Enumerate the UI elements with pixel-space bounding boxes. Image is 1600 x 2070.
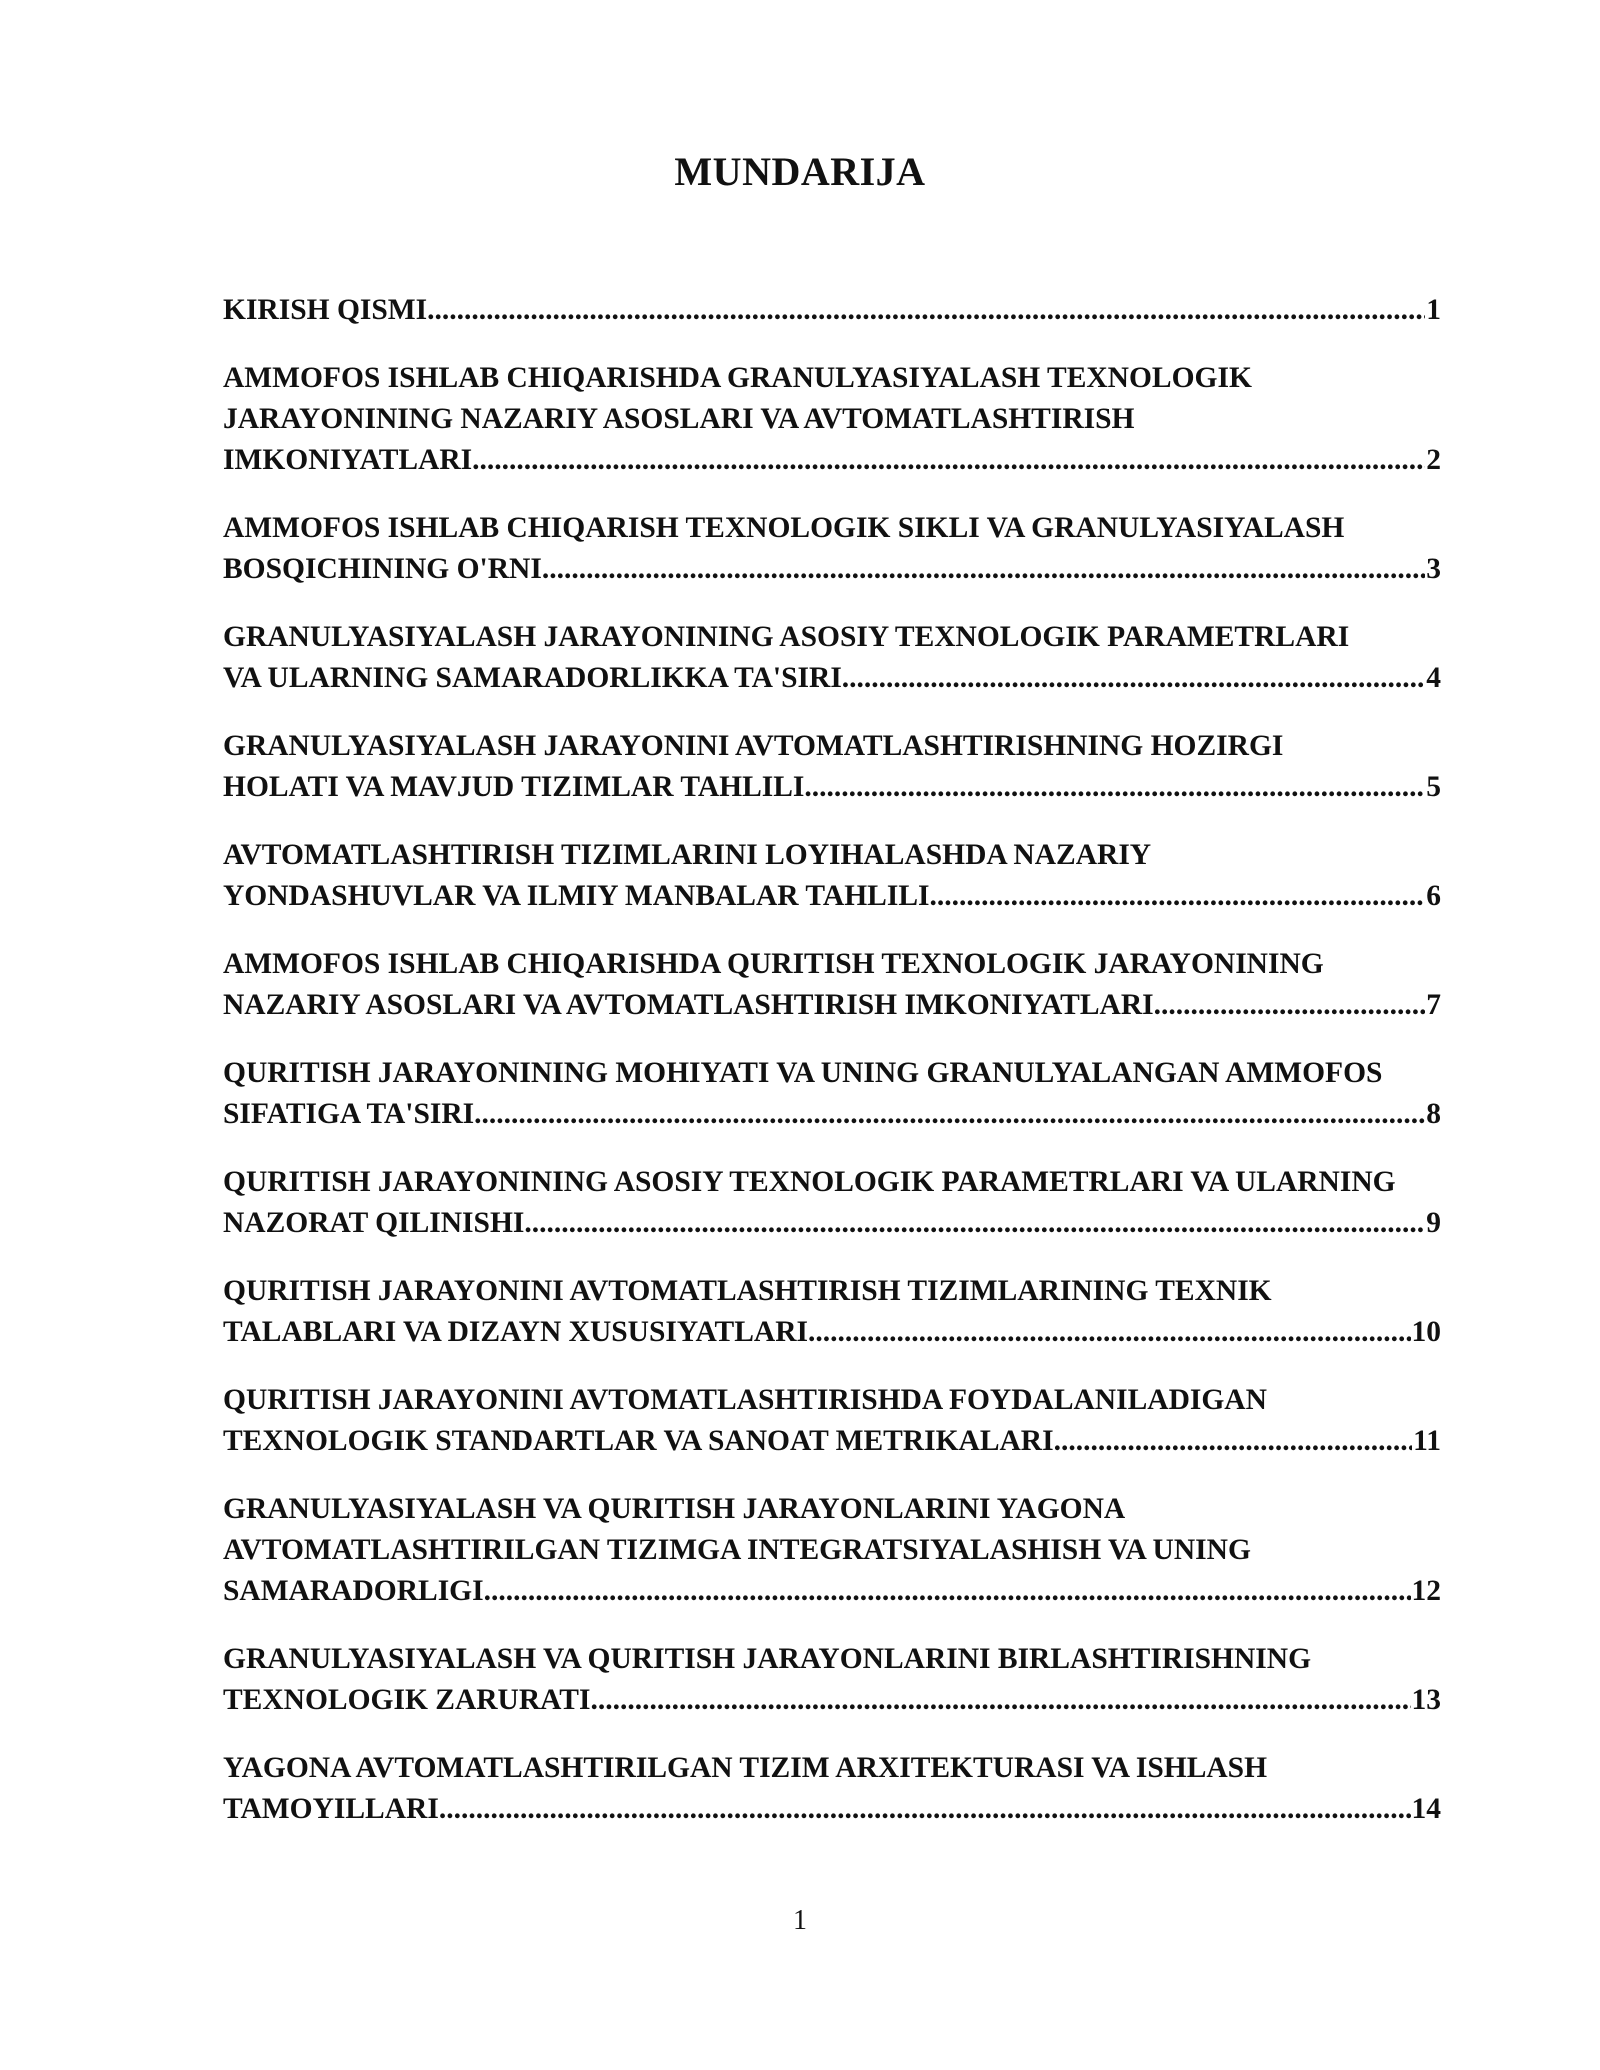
toc-dot-leader	[804, 767, 1425, 808]
toc-page-number: 10	[1411, 1316, 1441, 1348]
toc-dot-leader	[524, 1203, 1425, 1244]
toc-page-number: 6	[1426, 880, 1441, 912]
toc-entry[interactable]	[223, 508, 1443, 590]
toc-entry-text: YONDASHUVLAR VA ILMIY MANBALAR TAHLILI	[223, 880, 930, 912]
toc-page-number: 9	[1426, 1207, 1441, 1239]
toc-entry-leader-line	[223, 1094, 1441, 1135]
toc-entry[interactable]	[223, 617, 1443, 699]
toc-entry-line: QURITISH JARAYONINING ASOSIY TEXNOLOGIK PARAMETRLARI VA ULARNING	[223, 1166, 1396, 1198]
toc-entry[interactable]	[223, 726, 1443, 808]
toc-dot-leader	[808, 1312, 1410, 1353]
toc-entry-text: VA ULARNING SAMARADORLIKKA TA'SIRI	[223, 662, 842, 694]
toc-entry-line: QURITISH JARAYONINING MOHIYATI VA UNING GRANULYALANGAN AMMOFOS	[223, 1057, 1383, 1089]
toc-page-number: 11	[1413, 1425, 1441, 1457]
toc-page-number: 1	[1426, 294, 1441, 326]
toc-entry[interactable]	[223, 1053, 1443, 1135]
toc-entry-leader-line	[223, 1680, 1441, 1721]
page-title: MUNDARIJA	[674, 149, 926, 194]
toc-dot-leader	[542, 549, 1425, 590]
page-number: 1	[793, 1905, 807, 1936]
toc-dot-leader	[474, 1094, 1425, 1135]
toc-entry-line: AMMOFOS ISHLAB CHIQARISH TEXNOLOGIK SIKLI VA GRANULYASIYALASH	[223, 512, 1345, 544]
toc-entry[interactable]	[223, 1380, 1443, 1462]
toc-entry-leader-line	[223, 767, 1441, 808]
toc-entry[interactable]	[223, 290, 1443, 331]
table-of-contents	[223, 290, 1443, 1857]
toc-entry[interactable]	[223, 1271, 1443, 1353]
toc-entry-line: GRANULYASIYALASH JARAYONINING ASOSIY TEXNOLOGIK PARAMETRLARI	[223, 621, 1350, 653]
toc-entry-leader-line	[223, 658, 1441, 699]
toc-entry-text: IMKONIYATLARI	[223, 444, 473, 476]
toc-entry-leader-line	[223, 1312, 1441, 1353]
toc-entry-leader-line	[223, 876, 1441, 917]
toc-entry-text: TALABLARI VA DIZAYN XUSUSIYATLARI	[223, 1316, 809, 1348]
toc-entry-text: KIRISH QISMI	[223, 294, 428, 326]
toc-entry[interactable]	[223, 358, 1443, 481]
toc-entry-text: SAMARADORLIGI	[223, 1575, 484, 1607]
toc-dot-leader	[590, 1680, 1410, 1721]
toc-entry-text: SIFATIGA TA'SIRI	[223, 1098, 475, 1130]
toc-entry-line: AVTOMATLASHTIRISH TIZIMLARINI LOYIHALASHDA NAZARIY	[223, 839, 1152, 871]
toc-entry-line: AMMOFOS ISHLAB CHIQARISHDA QURITISH TEXNOLOGIK JARAYONINING	[223, 948, 1324, 980]
toc-page-number: 4	[1426, 662, 1441, 694]
toc-entry[interactable]	[223, 1639, 1443, 1721]
toc-entry[interactable]	[223, 1162, 1443, 1244]
toc-page-number: 2	[1426, 444, 1441, 476]
toc-entry-text: TEXNOLOGIK ZARURATI	[223, 1684, 591, 1716]
toc-entry-line: YAGONA AVTOMATLASHTIRILGAN TIZIM ARXITEKTURASI VA ISHLASH	[223, 1752, 1268, 1784]
toc-entry-leader-line	[223, 1571, 1441, 1612]
toc-page-number: 13	[1411, 1684, 1441, 1716]
toc-entry-leader-line	[223, 290, 1441, 331]
toc-page-number: 8	[1426, 1098, 1441, 1130]
toc-page-number: 3	[1426, 553, 1441, 585]
toc-entry-text: BOSQICHINING O'RNI	[223, 553, 542, 585]
toc-entry-line: AVTOMATLASHTIRILGAN TIZIMGA INTEGRATSIYALASHISH VA UNING	[223, 1534, 1251, 1566]
toc-entry-text: NAZARIY ASOSLARI VA AVTOMATLASHTIRISH IMKONIYATLARI	[223, 989, 1154, 1021]
toc-dot-leader	[1054, 1421, 1413, 1462]
toc-entry-text: HOLATI VA MAVJUD TIZIMLAR TAHLILI	[223, 771, 805, 803]
toc-entry-leader-line	[223, 1421, 1441, 1462]
toc-entry-leader-line	[223, 440, 1441, 481]
toc-entry-line: GRANULYASIYALASH VA QURITISH JARAYONLARINI YAGONA	[223, 1493, 1126, 1525]
toc-entry-leader-line	[223, 985, 1441, 1026]
toc-dot-leader	[842, 658, 1425, 699]
toc-entry-line: AMMOFOS ISHLAB CHIQARISHDA GRANULYASIYALASH TEXNOLOGIK	[223, 362, 1252, 394]
toc-entry[interactable]	[223, 835, 1443, 917]
toc-entry-line: GRANULYASIYALASH VA QURITISH JARAYONLARINI BIRLASHTIRISHNING	[223, 1643, 1312, 1675]
toc-entry[interactable]	[223, 1748, 1443, 1830]
toc-dot-leader	[439, 1789, 1411, 1830]
toc-page-number: 14	[1411, 1793, 1441, 1825]
toc-page-number: 12	[1411, 1575, 1441, 1607]
toc-entry-leader-line	[223, 549, 1441, 590]
toc-page-number: 5	[1426, 771, 1441, 803]
toc-entry-line: QURITISH JARAYONINI AVTOMATLASHTIRISH TIZIMLARINING TEXNIK	[223, 1275, 1272, 1307]
toc-dot-leader	[484, 1571, 1411, 1612]
toc-dot-leader	[1154, 985, 1426, 1026]
toc-entry-line: GRANULYASIYALASH JARAYONINI AVTOMATLASHTIRISHNING HOZIRGI	[223, 730, 1284, 762]
toc-entry-leader-line	[223, 1789, 1441, 1830]
toc-entry-text: TAMOYILLARI	[223, 1793, 439, 1825]
toc-dot-leader	[472, 440, 1425, 481]
toc-entry-leader-line	[223, 1203, 1441, 1244]
toc-entry-line: JARAYONINING NAZARIY ASOSLARI VA AVTOMATLASHTIRISH	[223, 403, 1135, 435]
toc-entry-text: TEXNOLOGIK STANDARTLAR VA SANOAT METRIKALARI	[223, 1425, 1054, 1457]
toc-page-number: 7	[1426, 989, 1441, 1021]
toc-entry[interactable]	[223, 1489, 1443, 1612]
toc-entry[interactable]	[223, 944, 1443, 1026]
toc-dot-leader	[929, 876, 1425, 917]
toc-entry-line: QURITISH JARAYONINI AVTOMATLASHTIRISHDA FOYDALANILADIGAN	[223, 1384, 1267, 1416]
toc-entry-text: NAZORAT QILINISHI	[223, 1207, 525, 1239]
toc-dot-leader	[427, 290, 1425, 331]
